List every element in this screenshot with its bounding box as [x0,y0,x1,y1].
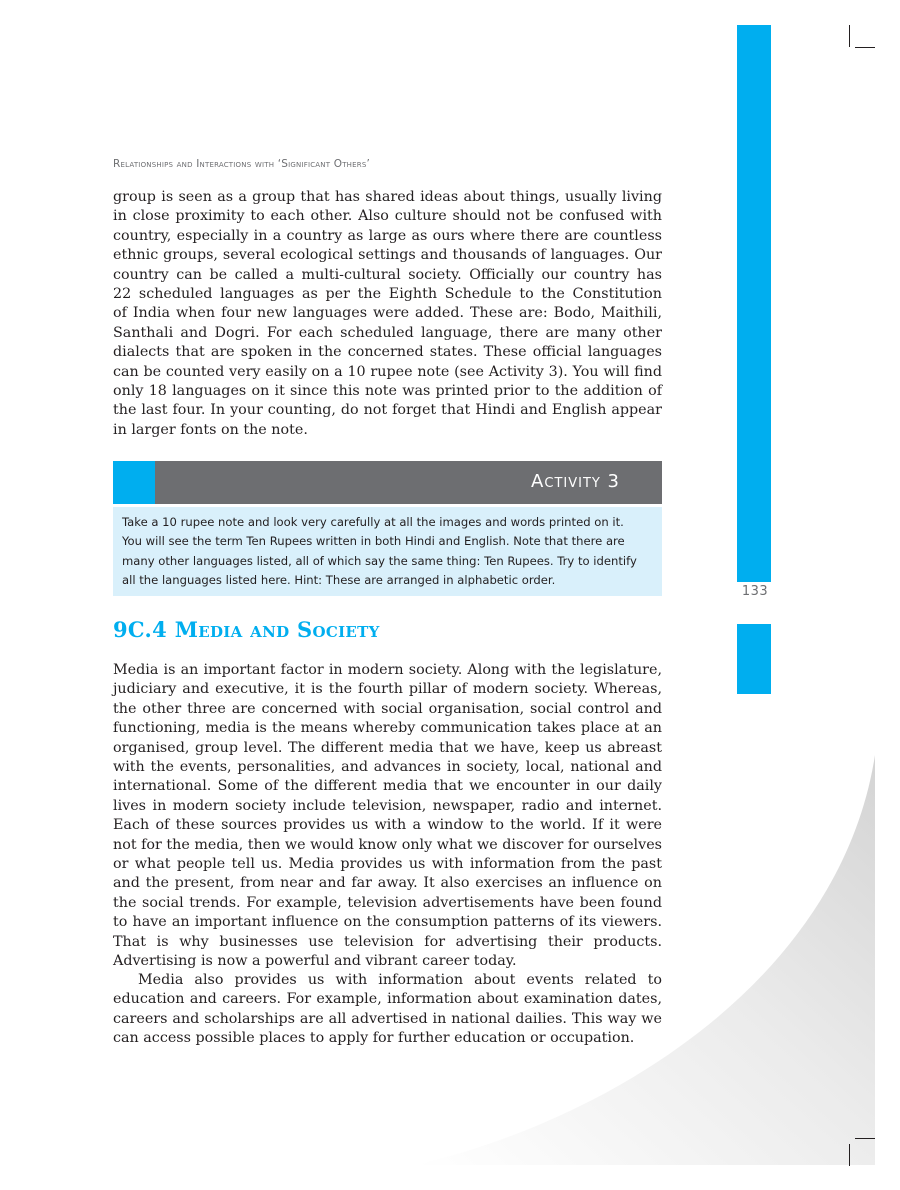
text-line: careers and scholarships are all advertised in national dailies. This way we [113,1010,662,1027]
section-heading: 9C.4 Media and Society [113,617,380,642]
text-line: ethnic groups, several ecological settings and thousands of languages. Our [113,247,662,264]
text-line: and the present, from near and far away. It also exercises an influence on [113,875,662,892]
text-line: Media also provides us with information about events related to [138,972,662,988]
text-line: functioning, media is the means whereby communication takes place at an [113,720,662,737]
text-line: international. Some of the different media that we encounter in our daily [113,778,662,795]
text-line: can access possible places to apply for further education or occupation. [113,1030,635,1047]
text-line: can be counted very easily on a 10 rupee note (see Activity 3). You will find [113,363,662,380]
body-paragraph-3 [113,971,662,1049]
activity-title: Activity 3 [531,471,620,492]
body-paragraph-2 [113,661,662,972]
activity-box [113,507,662,596]
text-line: 22 scheduled languages as per the Eighth Schedule to the Constitution [113,286,662,303]
text-line: only 18 languages on it since this note was printed prior to the addition of [113,383,662,400]
activity-header-band [113,461,662,504]
text-line: organised, group level. The different media that we have, keep us abreast [113,739,662,756]
body-paragraph-1 [113,188,662,440]
crop-mark-bottom-horizontal [855,1138,875,1139]
text-line: country, especially in a country as large as ours where there are countless [113,227,662,244]
side-accent-bar-bottom [737,624,771,694]
text-line: to have an important influence on the consumption patterns of its viewers. [113,914,662,931]
activity-text [122,513,655,591]
text-line: in larger fonts on the note. [113,421,308,438]
text-line: the social trends. For example, television advertisements have been found [113,894,662,911]
text-line: Santhali and Dogri. For each scheduled language, there are many other [113,324,662,341]
text-line: Take a 10 rupee note and look very carefully at all the images and words printed on it. [122,515,624,529]
text-line: in close proximity to each other. Also culture should not be confused with [113,208,662,225]
text-line: Media is an important factor in modern society. Along with the legislature, [113,662,662,678]
running-header: Relationships and Interactions with ‘Significant Others’ [113,158,371,170]
text-line: or what people tell us. Media provides us with information from the past [113,856,662,873]
text-line: with the events, personalities, and advances in society, local, national and [113,759,662,776]
text-line: country can be called a multi-cultural society. Officially our country has [113,266,662,283]
text-line: of India when four new languages were added. These are: Bodo, Maithili, [113,305,662,322]
text-line: Each of these sources provides us with a window to the world. If it were [113,817,662,834]
text-line: group is seen as a group that has shared ideas about things, usually living [113,189,662,205]
text-line: Advertising is now a powerful and vibrant career today. [113,953,517,970]
text-line: lives in modern society include television, newspaper, radio and internet. [113,797,662,814]
text-line: the last four. In your counting, do not forget that Hindi and English appear [113,402,662,419]
text-line: all the languages listed here. Hint: These are arranged in alphabetic order. [122,573,556,588]
text-line: education and careers. For example, information about examination dates, [113,991,662,1008]
text-line: not for the media, then we would know only what we discover for ourselves [113,836,662,853]
text-line: judiciary and executive, it is the fourth pillar of modern society. Whereas, [113,681,662,698]
crop-mark-top-horizontal [855,47,875,48]
text-line: dialects that are spoken in the concerned states. These official languages [113,344,662,361]
activity-header-accent [113,461,155,504]
page-number: 133 [741,584,769,599]
side-accent-bar-top [737,25,771,582]
crop-mark-bottom-vertical [849,1144,850,1166]
text-line: You will see the term Ten Rupees written in both Hindi and English. Note that there are [122,534,625,549]
text-line: the other three are concerned with social organisation, social control and [113,700,662,717]
crop-mark-top-vertical [849,25,850,47]
text-line: many other languages listed, all of which say the same thing: Ten Rupees. Try to identify [122,553,637,568]
text-line: That is why businesses use television for advertising their products. [113,933,662,950]
